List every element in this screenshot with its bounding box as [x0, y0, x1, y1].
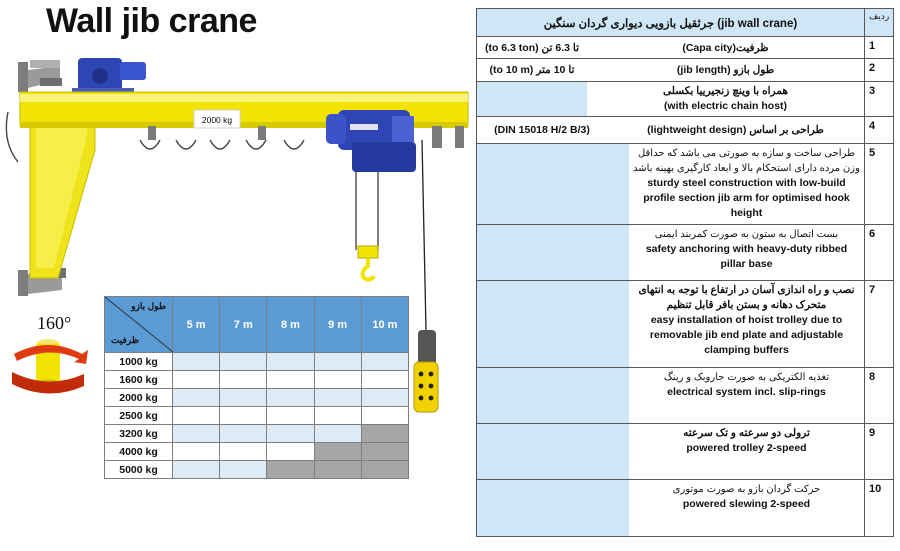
capacity-cell-available [314, 389, 361, 407]
page-title: Wall jib crane [46, 2, 257, 40]
spec-desc-fa: نصب و راه اندازی آسان در ارتفاع با توجه به انتهای متحرک دهانه و بستن بافر قابل تنظیم [638, 284, 855, 311]
capacity-cell-available [267, 443, 314, 461]
capacity-cell-available [173, 371, 220, 389]
spec-value: تا 6.3 تن (to 6.3 ton) [477, 40, 587, 56]
capacity-cell-available [173, 353, 220, 371]
capacity-cell-available [314, 371, 361, 389]
pendant-control [414, 330, 438, 412]
spec-value: تا 10 متر (to 10 m) [489, 64, 575, 76]
capacity-load: 3200 kg [105, 425, 173, 443]
spec-desc: طراحی بر اساس (lightweight design) [647, 124, 824, 136]
spec-desc-en: (with electric chain host) [663, 100, 788, 112]
length-header: 8 m [267, 297, 314, 353]
length-header: 10 m [361, 297, 408, 353]
spec-num: 5 [865, 144, 894, 225]
spec-row [477, 144, 894, 225]
spec-num: 8 [865, 368, 894, 424]
capacity-row [105, 407, 409, 425]
spec-row [477, 59, 894, 82]
capacity-cell-unavailable [314, 443, 361, 461]
capacity-row [105, 371, 409, 389]
length-header: 7 m [220, 297, 267, 353]
spec-num: 7 [865, 281, 894, 368]
spec-desc-fa: طراحی ساخت و سازه به صورتی می باشد که حداقل وزن مرده دارای استحکام بالا و ابعاد کارگیری بهینه باشد [633, 148, 860, 174]
spec-title: جرثقیل بازویی دیواری گردان سنگین (jib wall crane) [477, 9, 865, 37]
capacity-cell-available [220, 389, 267, 407]
spec-desc-fa: همراه با وینچ زنجیرییا بکسلی [663, 85, 788, 97]
spec-desc-en: electrical system incl. slip-rings [667, 386, 826, 398]
spec-desc-fa: حرکت گردان بازو به صورت موتوری [672, 484, 821, 495]
corner-top-label: طول بازو [131, 301, 166, 311]
capacity-cell-available [361, 407, 408, 425]
spec-row [477, 37, 894, 59]
capacity-cell-available [267, 425, 314, 443]
spec-row [477, 480, 894, 537]
load-label: 2000 kg [201, 115, 233, 125]
spec-table-header [477, 9, 894, 37]
length-header: 9 m [314, 297, 361, 353]
spec-value: (DIN 15018 H/2 B/3) [494, 124, 590, 136]
capacity-load: 1000 kg [105, 353, 173, 371]
spec-desc-fa: تغذیه الکتریکی به صورت جاروبک و رینگ [663, 372, 830, 383]
capacity-table [104, 296, 409, 479]
capacity-cell-available [220, 353, 267, 371]
spec-desc: طول بازو (jib length) [676, 64, 775, 76]
capacity-row [105, 353, 409, 371]
corner-bottom-label: ظرفیت [111, 335, 139, 345]
spec-row [477, 225, 894, 281]
spec-desc-en: powered trolley 2-speed [686, 442, 807, 454]
capacity-load: 1600 kg [105, 371, 173, 389]
hook-block [358, 246, 378, 280]
capacity-load: 4000 kg [105, 443, 173, 461]
capacity-cell-unavailable [267, 461, 314, 479]
spec-num: 1 [865, 37, 894, 59]
spec-row [477, 82, 894, 117]
capacity-cell-unavailable [314, 461, 361, 479]
spec-num: 9 [865, 424, 894, 480]
capacity-cell-available [220, 461, 267, 479]
rotation-degree-label: 160° [37, 313, 72, 333]
capacity-cell-available [361, 389, 408, 407]
capacity-cell-available [361, 371, 408, 389]
spec-num: 4 [865, 117, 894, 144]
capacity-cell-unavailable [361, 461, 408, 479]
capacity-load: 5000 kg [105, 461, 173, 479]
capacity-row [105, 389, 409, 407]
capacity-cell-unavailable [361, 443, 408, 461]
capacity-load: 2000 kg [105, 389, 173, 407]
capacity-row [105, 443, 409, 461]
capacity-cell-available [314, 353, 361, 371]
rotation-160-icon [12, 339, 88, 394]
spec-desc-fa: ترولی دو سرعته و تک سرعته [683, 427, 810, 439]
spec-desc-en: powered slewing 2-speed [682, 498, 811, 510]
capacity-cell-available [173, 389, 220, 407]
capacity-cell-available [267, 407, 314, 425]
radif-header: ردیف [865, 9, 894, 37]
spec-num: 2 [865, 59, 894, 82]
capacity-cell-available [173, 443, 220, 461]
capacity-cell-available [220, 425, 267, 443]
capacity-table-corner [105, 297, 173, 353]
capacity-cell-available [220, 443, 267, 461]
hoist-trolley [326, 110, 416, 172]
capacity-load: 2500 kg [105, 407, 173, 425]
capacity-cell-available [173, 461, 220, 479]
spec-desc-en: easy installation of hoist trolley due to removable jib end plate and adjustable clamping buffers [649, 314, 844, 356]
spec-row [477, 117, 894, 144]
spec-desc-fa: بست اتصال به ستون به صورت کمربند ایمنی [654, 229, 839, 240]
capacity-cell-available [220, 371, 267, 389]
capacity-cell-available [220, 407, 267, 425]
capacity-cell-available [173, 425, 220, 443]
spec-desc-en: safety anchoring with heavy-duty ribbed pillar base [645, 243, 848, 270]
spec-desc: ظرفیت(Capa city) [587, 40, 864, 56]
spec-desc-en: sturdy steel construction with low-build profile section jib arm for optimised hook height [643, 177, 850, 219]
capacity-cell-available [314, 407, 361, 425]
spec-table [476, 8, 894, 537]
capacity-cell-available [361, 353, 408, 371]
capacity-row [105, 461, 409, 479]
capacity-row [105, 425, 409, 443]
spec-num: 10 [865, 480, 894, 537]
capacity-cell-unavailable [361, 425, 408, 443]
spec-num: 3 [865, 82, 894, 117]
capacity-cell-available [267, 389, 314, 407]
spec-row [477, 281, 894, 368]
top-wall-bracket [18, 60, 62, 92]
spec-row [477, 424, 894, 480]
capacity-cell-available [267, 353, 314, 371]
capacity-cell-available [173, 407, 220, 425]
spec-num: 6 [865, 225, 894, 281]
capacity-cell-available [314, 425, 361, 443]
length-header: 5 m [173, 297, 220, 353]
spec-row [477, 368, 894, 424]
capacity-cell-available [267, 371, 314, 389]
